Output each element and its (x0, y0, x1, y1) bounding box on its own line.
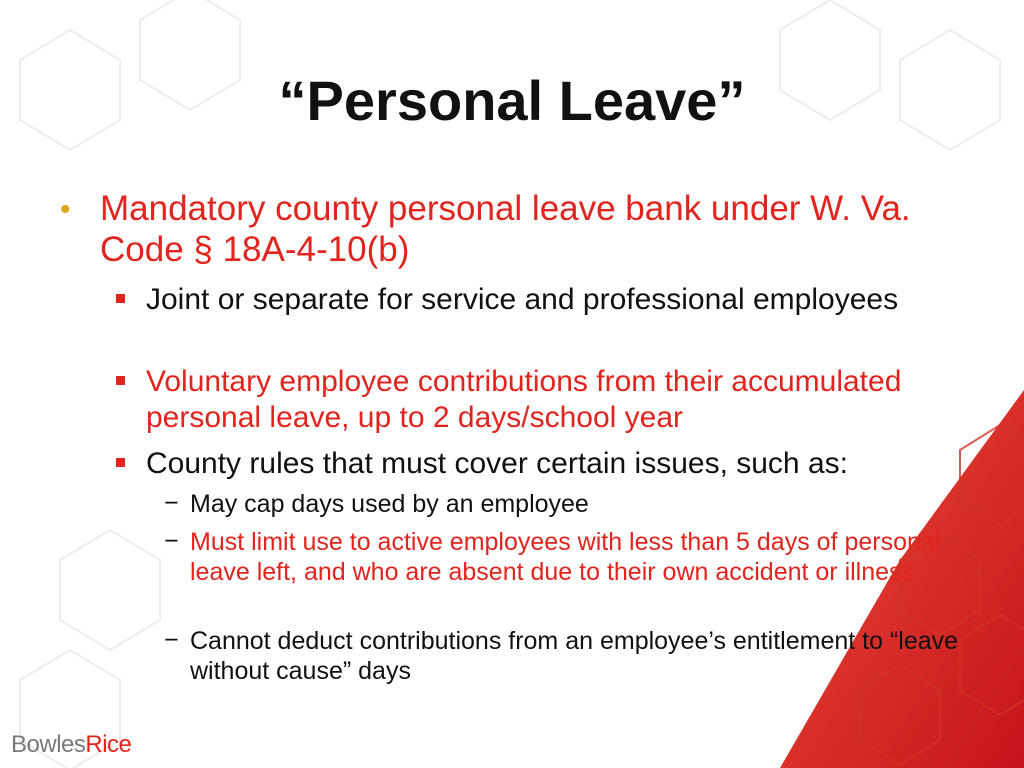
sub-sub-bullet-1: May cap days used by an employee (190, 490, 589, 518)
square-bullet-icon (116, 294, 125, 303)
bullet-dot-icon: • (60, 193, 71, 226)
logo-word-rice: Rice (85, 731, 132, 758)
main-bullet: Mandatory county personal leave bank under W. Va. Code § 18A-4-10(b) (100, 189, 911, 269)
dash-bullet-icon: − (164, 626, 179, 654)
dash-bullet-icon: − (164, 527, 179, 555)
dash-bullet-icon: − (164, 489, 179, 517)
square-bullet-icon (116, 376, 125, 385)
sub-bullet-1: Joint or separate for service and professional employees (146, 283, 899, 316)
slide-title: “Personal Leave” (278, 69, 746, 132)
sub-bullet-2: Voluntary employee contributions from their accumulated personal leave, up to 2 days/school year (146, 365, 902, 434)
square-bullet-icon (116, 458, 125, 467)
sub-bullet-3: County rules that must cover certain issues, such as: (146, 447, 848, 480)
sub-sub-bullet-2: Must limit use to active employees with less than 5 days of personal leave left, and who are absent due to their own accident or illness (190, 528, 941, 586)
bowles-rice-logo (11, 731, 131, 759)
sub-sub-bullet-3: Cannot deduct contributions from an employee’s entitlement to “leave without cause” days (190, 627, 959, 685)
logo-word-bowles: Bowles (11, 731, 86, 758)
